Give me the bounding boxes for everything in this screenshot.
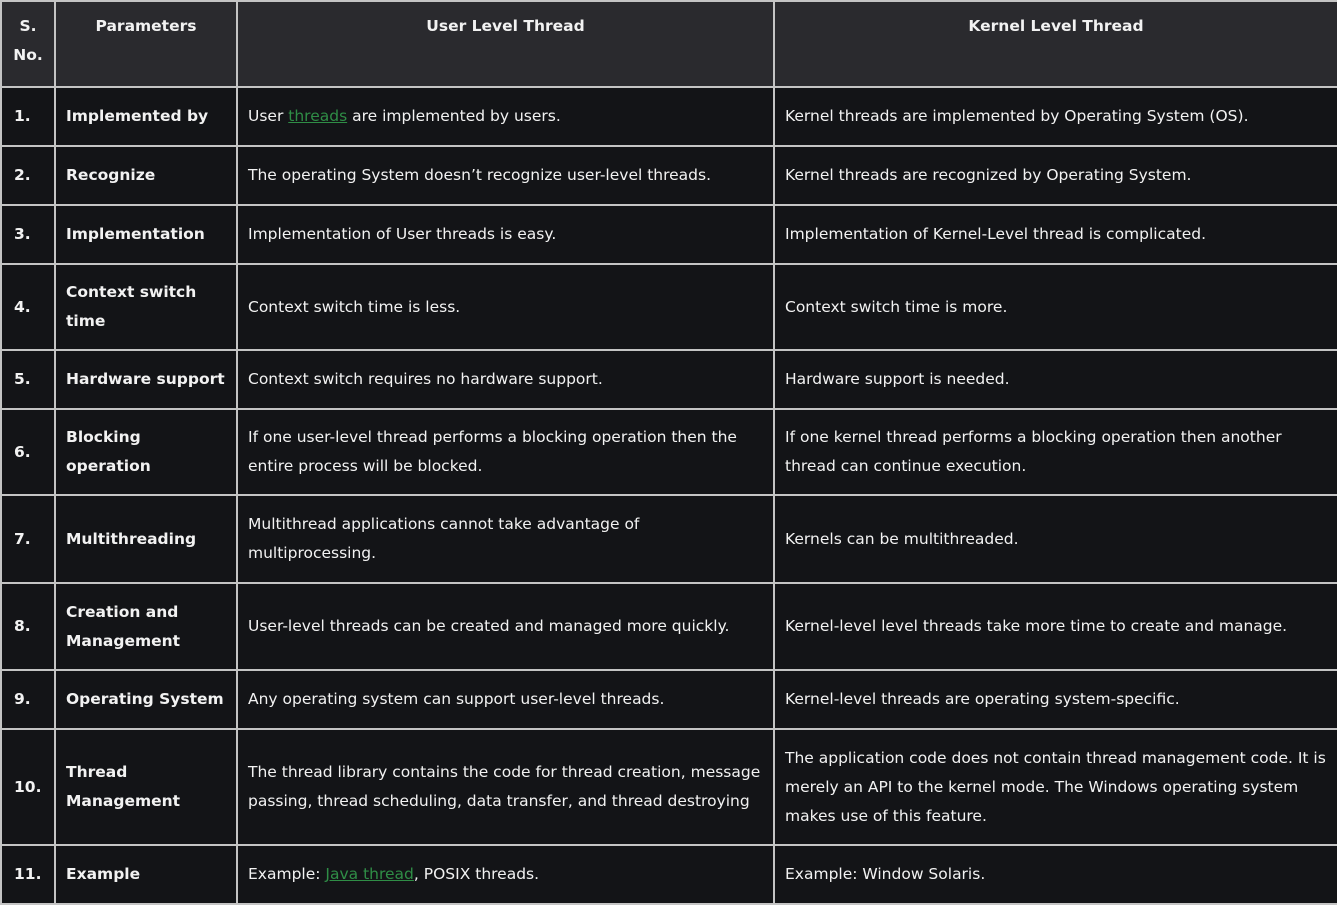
kernel-level-cell: Hardware support is needed.	[774, 350, 1337, 409]
user-level-cell: Any operating system can support user-level threads.	[237, 670, 774, 729]
user-level-cell: Multithread applications cannot take advantage of multiprocessing.	[237, 495, 774, 583]
kernel-level-cell: Context switch time is more.	[774, 264, 1337, 350]
cell-text: Example:	[248, 865, 326, 883]
row-parameter: Implemented by	[55, 87, 237, 146]
cell-text: , POSIX threads.	[413, 865, 540, 883]
cell-text: are implemented by users.	[347, 107, 561, 125]
row-parameter: Recognize	[55, 146, 237, 205]
user-level-cell: Context switch time is less.	[237, 264, 774, 350]
row-parameter: Thread Management	[55, 729, 237, 845]
table-row	[1, 146, 1337, 205]
row-parameter: Creation and Management	[55, 583, 237, 670]
kernel-level-cell: Kernel threads are implemented by Operating System (OS).	[774, 87, 1337, 146]
table-row	[1, 583, 1337, 670]
table-row	[1, 409, 1337, 495]
kernel-level-cell: Implementation of Kernel-Level thread is complicated.	[774, 205, 1337, 264]
table-row	[1, 670, 1337, 729]
row-number: 8.	[1, 583, 55, 670]
table-row	[1, 845, 1337, 904]
row-parameter: Operating System	[55, 670, 237, 729]
kernel-level-cell: The application code does not contain thread management code. It is merely an API to the kernel mode. The Windows operating system makes use of this feature.	[774, 729, 1337, 845]
inline-link[interactable]: threads	[288, 107, 348, 125]
row-parameter: Example	[55, 845, 237, 904]
row-parameter: Hardware support	[55, 350, 237, 409]
kernel-level-cell: Example: Window Solaris.	[774, 845, 1337, 904]
header-parameters: Parameters	[55, 1, 237, 87]
table-row	[1, 495, 1337, 583]
header-user-level-thread: User Level Thread	[237, 1, 774, 87]
kernel-level-cell: Kernel-level level threads take more time to create and manage.	[774, 583, 1337, 670]
header-row	[1, 1, 1337, 87]
user-level-cell: The thread library contains the code for thread creation, message passing, thread scheduling, data transfer, and thread destroying	[237, 729, 774, 845]
row-number: 2.	[1, 146, 55, 205]
table-row	[1, 87, 1337, 146]
row-number: 4.	[1, 264, 55, 350]
kernel-level-cell: Kernels can be multithreaded.	[774, 495, 1337, 583]
row-number: 1.	[1, 87, 55, 146]
kernel-level-cell: Kernel threads are recognized by Operating System.	[774, 146, 1337, 205]
row-parameter: Multithreading	[55, 495, 237, 583]
user-level-cell: User-level threads can be created and managed more quickly.	[237, 583, 774, 670]
user-level-cell	[237, 845, 774, 904]
row-parameter: Implementation	[55, 205, 237, 264]
user-level-cell: The operating System doesn’t recognize user-level threads.	[237, 146, 774, 205]
user-level-cell: Context switch requires no hardware support.	[237, 350, 774, 409]
header-sno: S. No.	[1, 1, 55, 87]
row-number: 3.	[1, 205, 55, 264]
row-parameter: Blocking operation	[55, 409, 237, 495]
inline-link[interactable]: Java thread	[325, 865, 414, 883]
cell-text: User	[248, 107, 289, 125]
user-level-cell: Implementation of User threads is easy.	[237, 205, 774, 264]
row-number: 10.	[1, 729, 55, 845]
kernel-level-cell: Kernel-level threads are operating system-specific.	[774, 670, 1337, 729]
row-number: 9.	[1, 670, 55, 729]
table-row	[1, 205, 1337, 264]
user-level-cell: If one user-level thread performs a blocking operation then the entire process will be blocked.	[237, 409, 774, 495]
row-number: 6.	[1, 409, 55, 495]
table-row	[1, 350, 1337, 409]
row-number: 11.	[1, 845, 55, 904]
row-parameter: Context switch time	[55, 264, 237, 350]
table-row	[1, 264, 1337, 350]
table-row	[1, 729, 1337, 845]
user-level-cell	[237, 87, 774, 146]
row-number: 7.	[1, 495, 55, 583]
row-number: 5.	[1, 350, 55, 409]
header-kernel-level-thread: Kernel Level Thread	[774, 1, 1337, 87]
kernel-level-cell: If one kernel thread performs a blocking operation then another thread can continue execution.	[774, 409, 1337, 495]
